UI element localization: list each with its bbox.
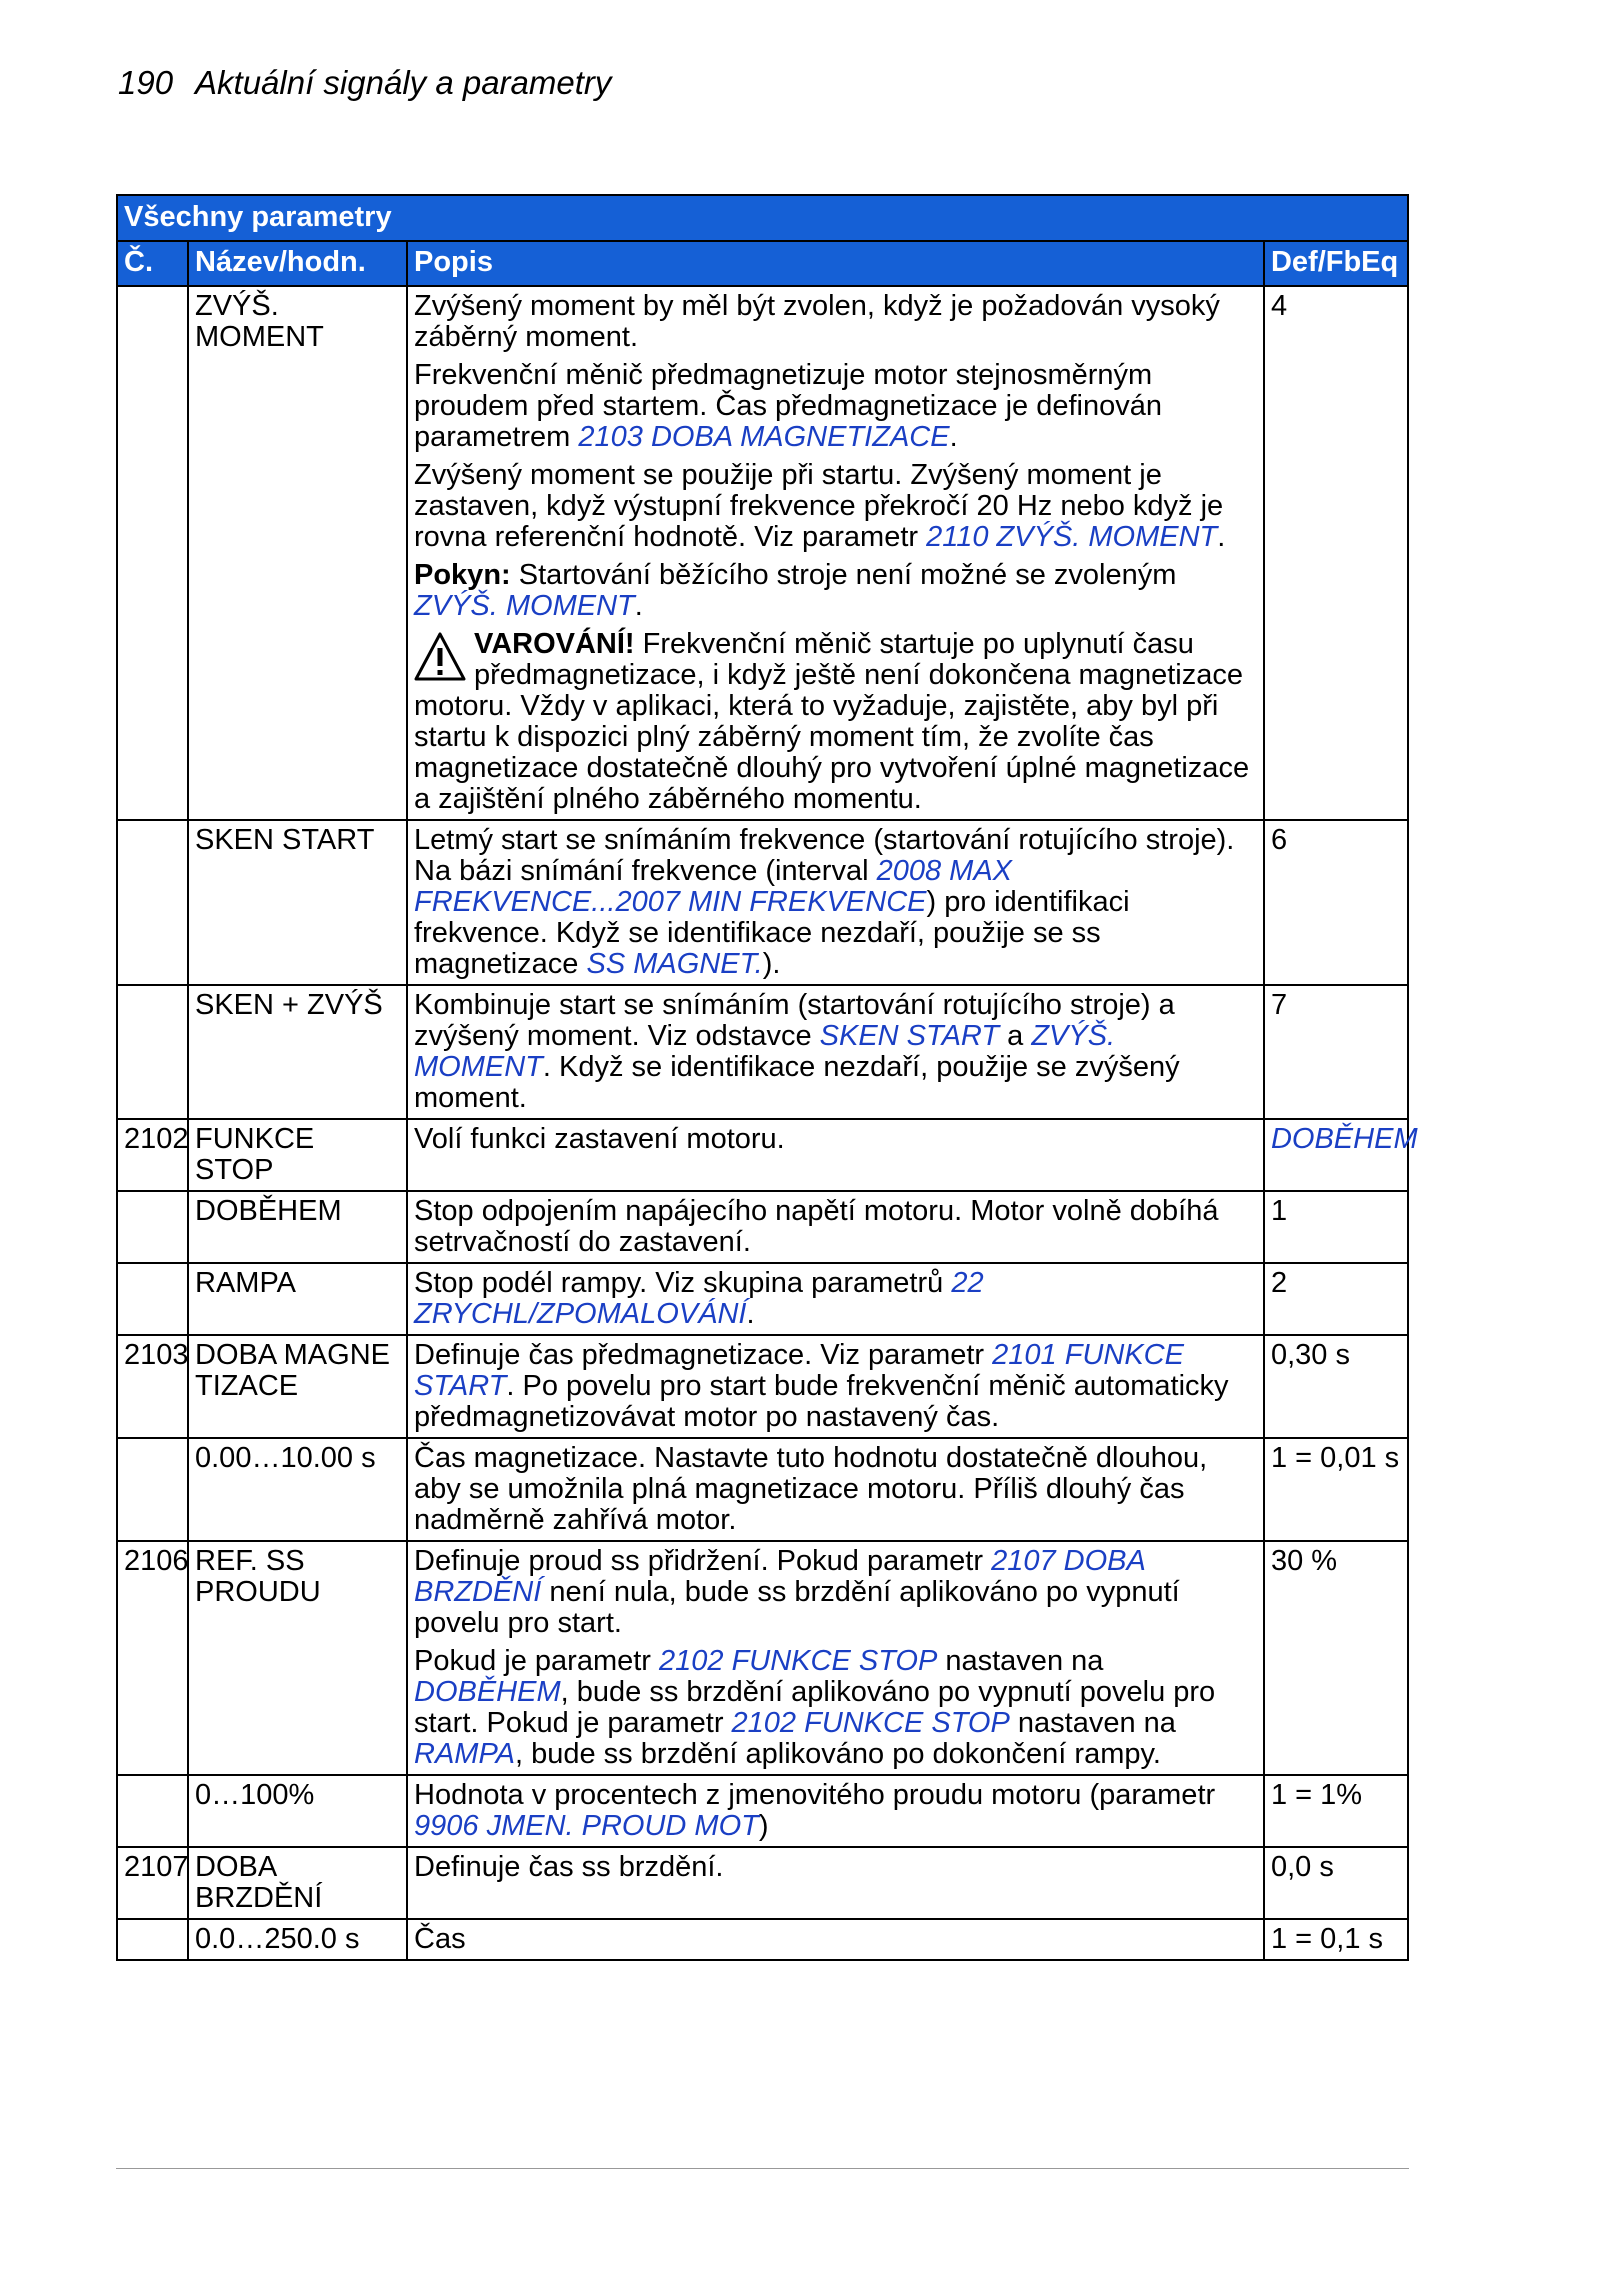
parameters-table [116, 194, 1418, 1961]
param-default: 30 % [1264, 1541, 1408, 1775]
table-row [117, 1191, 1408, 1263]
param-link[interactable]: ZVÝŠ. MOMENT [414, 590, 635, 622]
table-row [117, 1119, 1408, 1191]
param-default: 1 = 0,01 s [1264, 1438, 1408, 1541]
param-no [117, 985, 188, 1119]
desc-paragraph: Frekvenční měnič předmagnetizuje motor stejnosměrným proudem před startem. Čas předmagnetizace je definován parametrem 2103 DOBA MAGNETIZACE. [414, 359, 1162, 453]
table-row [117, 1847, 1408, 1919]
param-link[interactable]: DOBĚHEM [1270, 1123, 1418, 1155]
param-default [1264, 1119, 1418, 1191]
param-link[interactable]: ZVÝŠ. MOMENT [414, 1020, 1116, 1083]
param-link[interactable]: SKEN START [819, 1020, 1000, 1052]
param-default: 2 [1264, 1263, 1408, 1335]
param-default: 6 [1264, 820, 1408, 985]
param-description: Definuje čas ss brzdění. [407, 1847, 1264, 1919]
param-name: DOBĚHEM [188, 1191, 407, 1263]
param-default: 1 = 1% [1264, 1775, 1408, 1847]
desc-paragraph: Pokud je parametr 2102 FUNKCE STOP nastaven na DOBĚHEM, bude ss brzdění aplikováno po vypnutí povelu pro start. Pokud je parametr 2102 FUNKCE STOP nastaven na RAMPA, bude ss brzdění aplikováno po dokončení rampy. [414, 1645, 1216, 1770]
param-link[interactable]: 2103 DOBA MAGNETIZACE [578, 421, 950, 453]
note-paragraph: Pokyn: Startování běžícího stroje není možné se zvoleným ZVÝŠ. MOMENT. [414, 559, 1177, 622]
param-no [117, 286, 188, 820]
param-link[interactable]: SS MAGNET. [586, 948, 763, 980]
param-description: Letmý start se snímáním frekvence (startování rotujícího stroje). Na bázi snímání frekvence (interval 2008 MAX FREKVENCE...2007 MIN FREKVENCE) pro identifikaci frekvence. Když se identifikace nezdaří, použije se ss magnetizace SS MAGNET.). [407, 820, 1264, 985]
param-name: ZVÝŠ. MOMENT [188, 286, 407, 820]
param-no: 2102 [117, 1119, 188, 1191]
param-name: SKEN START [188, 820, 407, 985]
param-name: DOBA BRZDĚNÍ [188, 1847, 407, 1919]
param-description: Stop odpojením napájecího napětí motoru. Motor volně dobíhá setrvačností do zastavení. [407, 1191, 1264, 1263]
warning-icon [414, 631, 466, 683]
note-label: Pokyn: [414, 559, 511, 591]
col-header-no: Č. [117, 241, 188, 286]
param-default: 0,30 s [1264, 1335, 1408, 1438]
table-row [117, 1775, 1408, 1847]
page-number: 190 [118, 64, 174, 101]
param-no: 2103 [117, 1335, 188, 1438]
page-title: Aktuální signály a parametry [195, 64, 612, 101]
col-header-def: Def/FbEq [1264, 241, 1408, 286]
param-link[interactable]: RAMPA [414, 1738, 515, 1770]
page-header [118, 64, 611, 102]
table-row [117, 1541, 1408, 1775]
col-header-desc: Popis [407, 241, 1264, 286]
param-name: FUNKCE STOP [188, 1119, 407, 1191]
param-link[interactable]: 22 ZRYCHL/ZPOMALOVÁNÍ [414, 1267, 984, 1330]
param-description: Stop podél rampy. Viz skupina parametrů 22 ZRYCHL/ZPOMALOVÁNÍ. [407, 1263, 1264, 1335]
param-link[interactable]: 2102 FUNKCE STOP [659, 1645, 938, 1677]
param-default: 4 [1264, 286, 1408, 820]
table-row [117, 286, 1408, 820]
param-description [407, 1541, 1264, 1775]
param-no: 2107 [117, 1847, 188, 1919]
param-name: 0…100% [188, 1775, 407, 1847]
param-default: 0,0 s [1264, 1847, 1408, 1919]
desc-paragraph: Zvýšený moment by měl být zvolen, když je požadován vysoký záběrný moment. [414, 290, 1220, 353]
param-name: DOBA MAGNETIZACE [188, 1335, 407, 1438]
param-link[interactable]: 2101 FUNKCE START [414, 1339, 1184, 1402]
param-link[interactable]: 2102 FUNKCE STOP [731, 1707, 1010, 1739]
desc-paragraph: Definuje proud ss přidržení. Pokud parametr 2107 DOBA BRZDĚNÍ není nula, bude ss brzdění aplikováno po vypnutí povelu pro start. [414, 1545, 1180, 1639]
param-default: 7 [1264, 985, 1408, 1119]
param-link[interactable]: DOBĚHEM [414, 1676, 561, 1708]
table-column-headers [117, 241, 1408, 286]
param-link[interactable]: 2110 ZVÝŠ. MOMENT [926, 521, 1218, 553]
warning-label: VAROVÁNÍ! [474, 628, 635, 660]
footer-divider [116, 2168, 1409, 2169]
table-row [117, 820, 1408, 985]
param-name: 0.0…250.0 s [188, 1919, 407, 1960]
col-header-name: Název/hodn. [188, 241, 407, 286]
param-description: Čas magnetizace. Nastavte tuto hodnotu dostatečně dlouhou, aby se umožnila plná magnetizace motoru. Příliš dlouhý čas nadměrně zahřívá motor. [407, 1438, 1264, 1541]
group-title: Všechny parametry [117, 195, 1408, 241]
table-row [117, 1919, 1408, 1960]
param-description: Kombinuje start se snímáním (startování rotujícího stroje) a zvýšený moment. Viz odstavce SKEN START a ZVÝŠ. MOMENT. Když se identifikace nezdaří, použije se zvýšený moment. [407, 985, 1264, 1119]
desc-paragraph: Zvýšený moment se použije při startu. Zvýšený moment je zastaven, když výstupní frekvence překročí 20 Hz nebo když je rovna referenční hodnotě. Viz parametr 2110 ZVÝŠ. MOMENT. [414, 459, 1226, 553]
param-name: REF. SS PROUDU [188, 1541, 407, 1775]
param-name: 0.00…10.00 s [188, 1438, 407, 1541]
param-description: Definuje čas předmagnetizace. Viz parametr 2101 FUNKCE START. Po povelu pro start bude frekvenční měnič automaticky předmagnetizovávat motor po nastavený čas. [407, 1335, 1264, 1438]
param-no [117, 820, 188, 985]
param-description: Volí funkci zastavení motoru. [407, 1119, 1264, 1191]
param-description [407, 286, 1264, 820]
param-no: 2106 [117, 1541, 188, 1775]
param-default: 1 = 0,1 s [1264, 1919, 1408, 1960]
param-no [117, 1919, 188, 1960]
table-group-header [117, 195, 1408, 241]
table-row [117, 1438, 1408, 1541]
param-no [117, 1191, 188, 1263]
table-row [117, 1263, 1408, 1335]
param-link[interactable]: 9906 JMEN. PROUD MOT [414, 1810, 759, 1842]
param-description: Čas [407, 1919, 1264, 1960]
param-default: 1 [1264, 1191, 1408, 1263]
param-link[interactable]: 2008 MAX FREKVENCE [414, 855, 1013, 918]
param-no [117, 1438, 188, 1541]
warning-paragraph: VAROVÁNÍ! Frekvenční měnič startuje po uplynutí času předmagnetizace, i když ještě není dokončena magnetizace motoru. Vždy v aplikaci, která to vyžaduje, zajistěte, aby byl při startu k dispozici plný záběrný moment tím, že zvolíte čas magnetizace dostatečně dlouhý pro vytvoření úplné magnetizace a zajištění plného záběrného momentu. [414, 628, 1250, 815]
param-link[interactable]: 2007 MIN FREKVENCE [615, 886, 927, 918]
param-name: SKEN + ZVÝŠ [188, 985, 407, 1119]
param-no [117, 1263, 188, 1335]
param-link[interactable]: 2107 DOBA BRZDĚNÍ [414, 1545, 1145, 1608]
param-no [117, 1775, 188, 1847]
param-name: RAMPA [188, 1263, 407, 1335]
param-description: Hodnota v procentech z jmenovitého proudu motoru (parametr 9906 JMEN. PROUD MOT) [407, 1775, 1264, 1847]
table-row [117, 1335, 1408, 1438]
table-row [117, 985, 1408, 1119]
